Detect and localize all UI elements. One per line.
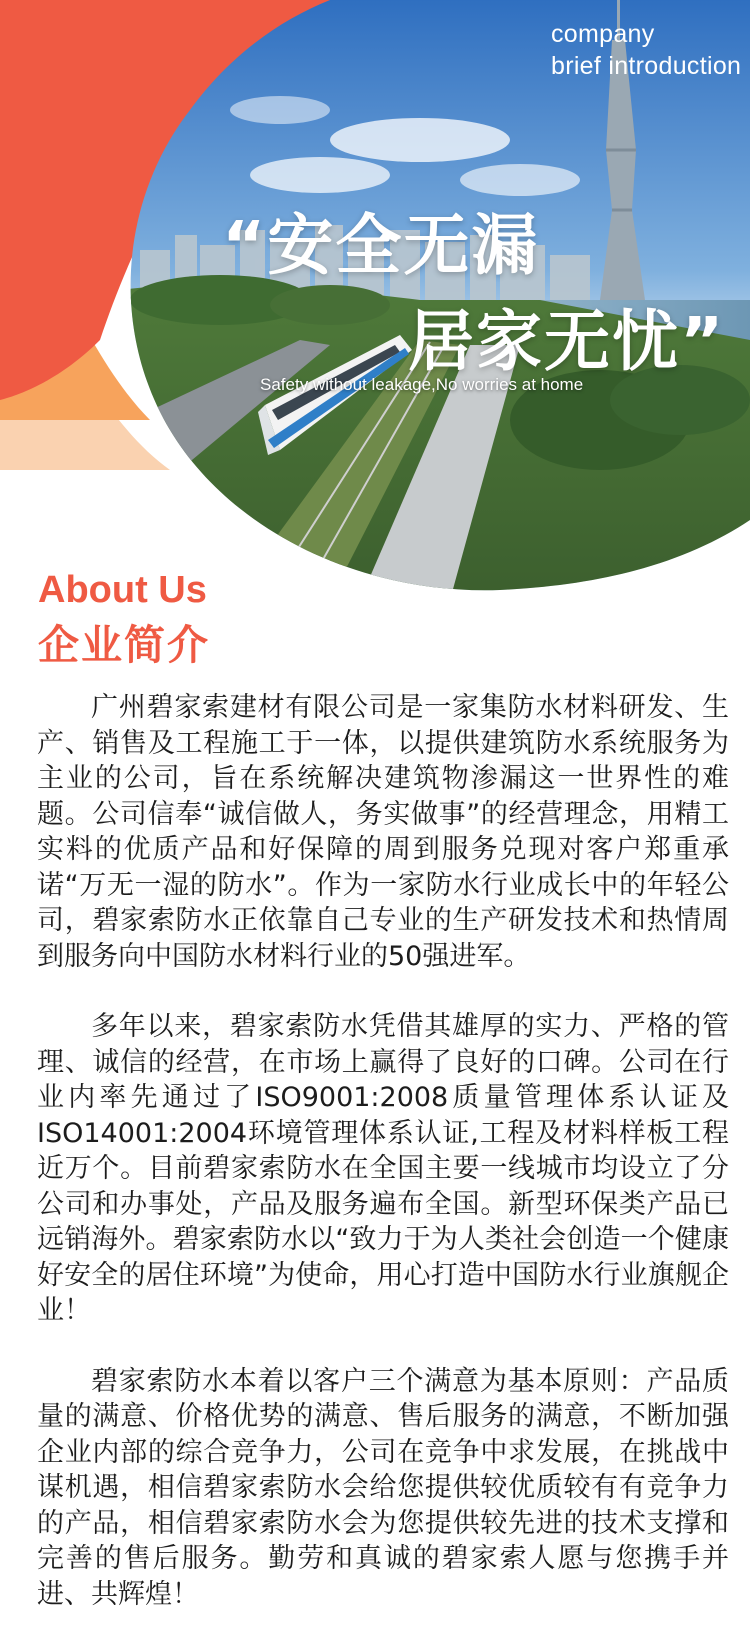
about-title-zh: 企业简介 bbox=[38, 621, 210, 669]
intro-paragraph-3: 碧家索防水本着以客户三个满意为基本原则：产品质量的满意、价格优势的满意、售后服务的满意，不断加强企业内部的综合竞争力，公司在竞争中求发展，在挑战中谋机遇，相信碧家索防水会给您提供较优质较有有竞争力的产品，相信碧家索防水会为您提供较先进的技术支撑和完善的售后服务。勤劳和真诚的碧家索人愿与您携手并进、共辉煌！ bbox=[37, 1365, 729, 1610]
hero-banner bbox=[0, 0, 750, 600]
intro-paragraph-1: 广州碧家索建材有限公司是一家集防水材料研发、生产、销售及工程施工于一体，以提供建筑防水系统服务为主业的公司，旨在系统解决建筑物渗漏这一世界性的难题。公司信奉“诚信做人，务实做事”的经营理念，用精工实料的优质产品和好保障的周到服务兑现对客户郑重承诺“万无一湿的防水”。作为一家防水行业成长中的年轻公司，碧家索防水正依靠自己专业的生产研发技术和热情周到服务向中国防水材料行业的50强进军。 bbox=[37, 692, 729, 972]
intro-paragraph-2: 多年以来，碧家索防水凭借其雄厚的实力、严格的管理、诚信的经营，在市场上赢得了良好的口碑。公司在行业内率先通过了ISO9001:2008质量管理体系认证及ISO14001:2004环境管理体系认证,工程及材料样板工程近万个。目前碧家索防水在全国主要一线城市均设立了分公司和办事处，产品及服务遍布全国。新型环保类产品已远销海外。碧家索防水以“致力于为人类社会创造一个健康好安全的居住环境”为使命，用心打造中国防水行业旗舰企业！ bbox=[37, 1011, 729, 1326]
tagline-line1: company bbox=[551, 20, 655, 48]
slogan-english: Safety without leakage,No worries at home bbox=[260, 375, 584, 394]
slogan-line1: “安全无漏 bbox=[222, 207, 540, 284]
tagline-line2: brief introduction bbox=[551, 52, 742, 80]
company-intro bbox=[37, 690, 729, 1647]
company-tagline bbox=[551, 18, 741, 82]
about-title-en: About Us bbox=[38, 569, 207, 611]
slogan-line2: 居家无忧” bbox=[408, 303, 726, 380]
